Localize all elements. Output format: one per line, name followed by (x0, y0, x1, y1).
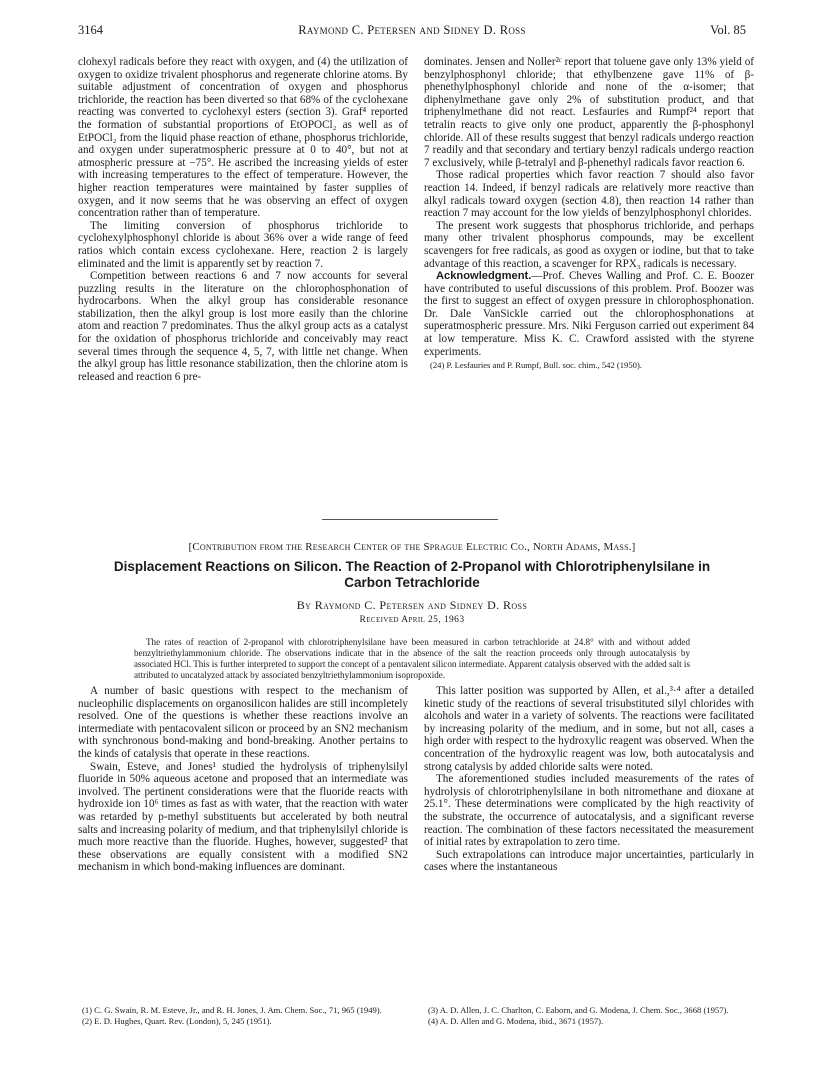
acknowledgment-text: —Prof. Cheves Walling and Prof. C. E. Boozer have contributed to useful discussions of this problem. Prof. Boozer was the first to suggest an effect of oxygen pressure in chlorophosphonation. Dr. Dale VanSickle carried out the chlorophosphonations at superatmospheric pressure. Mrs. Niki Ferguson carried out experiment 84 at low temperature. Miss K. C. Crawford assisted with the styrene experiments. (424, 270, 754, 358)
contribution-line: [Contribution from the Research Center of the Sprague Electric Co., North Adams, Mass.] (188, 541, 636, 553)
running-head (78, 22, 746, 38)
paragraph: The present work suggests that phosphorus trichloride, and perhaps many other trivalent phosphorus compounds, may be excellent scavengers for free radicals, as good as oxygen or iodine, but that to take advantage of this reaction, a scavenger for RPX₃ radicals is necessary. (424, 219, 754, 270)
footnote: (3) A. D. Allen, J. C. Charlton, C. Eaborn, and G. Modena, J. Chem. Soc., 3668 (1957). (428, 1005, 729, 1015)
paragraph: Competition between reactions 6 and 7 now accounts for several puzzling results in the literature on the chlorophosphonation of hydrocarbons. When the alkyl group has considerable resonance stabilization, then the alkyl group is lost more easily than the chlorine atom and reaction 7 predominates. Thus the alkyl group acts as a catalyst for the oxidation of phosphorus trichloride and conceivably may react several times through the sequence 4, 5, 7, with little net change. When the alkyl group has little resonance stabilization, then the chlorine atom is released and reaction 6 pre- (78, 270, 408, 383)
article-title (78, 559, 746, 590)
paragraph: The limiting conversion of phosphorus trichloride to cyclohexylphosphonyl chloride is about 36% over a wide range of feed ratios which contain excess cyclohexane. Here, reaction 2 is largely eliminated and the limit is apparently set by reaction 7. (78, 219, 408, 270)
page-number: 3164 (78, 23, 103, 37)
section-divider (322, 519, 498, 520)
article-right-column (424, 685, 754, 874)
paragraph: Such extrapolations can introduce major uncertainties, particularly in cases where the instantaneous (424, 848, 754, 874)
prev-article-left-column (78, 56, 408, 383)
acknowledgment-heading: Acknowledgment. (436, 270, 532, 283)
footnote: (24) P. Lesfauries and P. Rumpf, Bull. soc. chim., 542 (1950). (430, 360, 642, 371)
article-title-line-2: Carbon Tetrachloride (344, 574, 480, 590)
paragraph: clohexyl radicals before they react with oxygen, and (4) the utilization of oxygen to oxidize trivalent phosphorus and regenerate chlorine atoms. By suitable adjustment of concentration of oxygen and phosphorus trichloride, the reaction has been diverted so that 68% of the cyclohexane reacting was converted to cyclohexyl esters (section 3). Graf⁴ reported the formation of substantial proportions of EtOPOCl₂ as well as of EtPOCl₂ from the liquid phase reaction of ethane, phosphorus trichloride, and oxygen under superatmospheric pressure at 0 to 40°, but not at atmospheric pressure at −75°. He ascribed the increasing yields of ester with increasing temperatures to the effect of temperature. However, the higher reaction temperatures were maintained by faster supplies of oxygen, and it now seems that he was observing an effect of oxygen concentration rather than of temperature. (78, 56, 408, 220)
abstract: The rates of reaction of 2-propanol with chlorotriphenylsilane have been measured in carbon tetrachloride at 24.8° with and without added benzyltriethylammonium chloride. The observations indicate that in the absence of the salt the reaction proceeds only through autocatalysis by associated HCl. This is further interpreted to support the concept of a pentavalent silicon intermediate. Apparent catalysis observed with the added salt is attributed to uncatalyzed attack by associated benzyltriethylammonium isopropoxide. (134, 637, 690, 680)
paragraph: The aforementioned studies included measurements of the rates of hydrolysis of chlorotriphenylsilane in both nitromethane and dioxane at 25.1°. These determinations were complicated by the high reactivity of the substrate, the occurrence of autocatalysis, and a significant reverse reaction. The combination of these factors necessitated the measurement of initial rates by extrapolation to zero time. (424, 773, 754, 849)
footnote: (1) C. G. Swain, R. M. Esteve, Jr., and R. H. Jones, J. Am. Chem. Soc., 71, 965 (1949). (82, 1005, 382, 1015)
paragraph: Those radical properties which favor reaction 7 should also favor reaction 14. Indeed, if benzyl radicals are relatively more reactive than alkyl radicals toward oxygen (section 4.8), then reaction 14 rather than reaction 7 may account for the low yields of benzylphosphonyl chlorides. (424, 169, 754, 220)
paragraph: Swain, Esteve, and Jones¹ studied the hydrolysis of triphenylsilyl fluoride in 50% aqueous acetone and proposed that an intermediate was involved. The pertinent considerations were that the fluoride reacts with hydroxide ion 10⁶ times as fast as with water, that the reaction with water was retarded by p-methyl substituents but accelerated by both neutral salts and increasing polarity of medium, and that triphenylsilyl chloride is much more reactive than the fluoride. Hughes, however, suggested² that these observations are equally consistent with a modified SN2 mechanism in which bond-making influences are dominant. (78, 760, 408, 874)
paragraph: dominates. Jensen and Noller²ᶜ report that toluene gave only 13% yield of benzylphosphonyl chloride; that ethylbenzene gave 11% of β-phenethylphosphonyl chloride and none of the α-isomer; that diphenylmethane gave only 2% of substitution product, and that triphenylmethane did not react. Lesfauries and Rumpf²⁴ report that tetralin reacts to give only one product, apparently the β-phosphonyl chloride. All of these results suggest that benzyl radicals undergo reaction 7 readily and that secondary and tertiary benzyl radicals undergo reaction 7 exclusively, while β-tetralyl and β-phenethyl radicals favor reaction 6. (424, 56, 754, 169)
footnotes-left (82, 1005, 408, 1026)
article-left-column (78, 685, 408, 874)
paragraph: This latter position was supported by Allen, et al.,³·⁴ after a detailed kinetic study of the reactions of several trisubstituted silyl chlorides with alcohols and water in a variety of solvents. The reactions were facilitated by increasing polarity of the medium, and in some, but not all, cases a high order with respect to the hydroxylic reagent was observed. When the concentration of the hydroxylic reagent was low, both autocatalysis and strong catalysis by added chloride salts were noted. (424, 685, 754, 773)
volume-number: Vol. 85 (710, 23, 746, 37)
received-date: Received April 25, 1963 (359, 615, 465, 625)
footnotes-right (428, 1005, 754, 1026)
article-title-line-1: Displacement Reactions on Silicon. The Reaction of 2-Propanol with Chlorotriphenylsilane in (113, 559, 711, 574)
footnote: (2) E. D. Hughes, Quart. Rev. (London), 5, 245 (1951). (82, 1015, 272, 1026)
acknowledgment-paragraph (424, 270, 754, 358)
paragraph: A number of basic questions with respect to the mechanism of nucleophilic displacements on organosilicon halides are still incompletely resolved. One of the questions is whether these reactions involve an intermediate with pentacovalent silicon or proceed by an SN2 mechanism with synchronous bond-making and bond-breaking. Another pertains to the kinds of catalysis that operate in these reactions. (78, 685, 408, 760)
byline: By Raymond C. Petersen and Sidney D. Ross (296, 598, 528, 612)
prev-article-right-column (424, 56, 754, 371)
footnote: (4) A. D. Allen and G. Modena, ibid., 3671 (1957). (428, 1015, 604, 1026)
running-head-authors: Raymond C. Petersen and Sidney D. Ross (298, 23, 526, 37)
